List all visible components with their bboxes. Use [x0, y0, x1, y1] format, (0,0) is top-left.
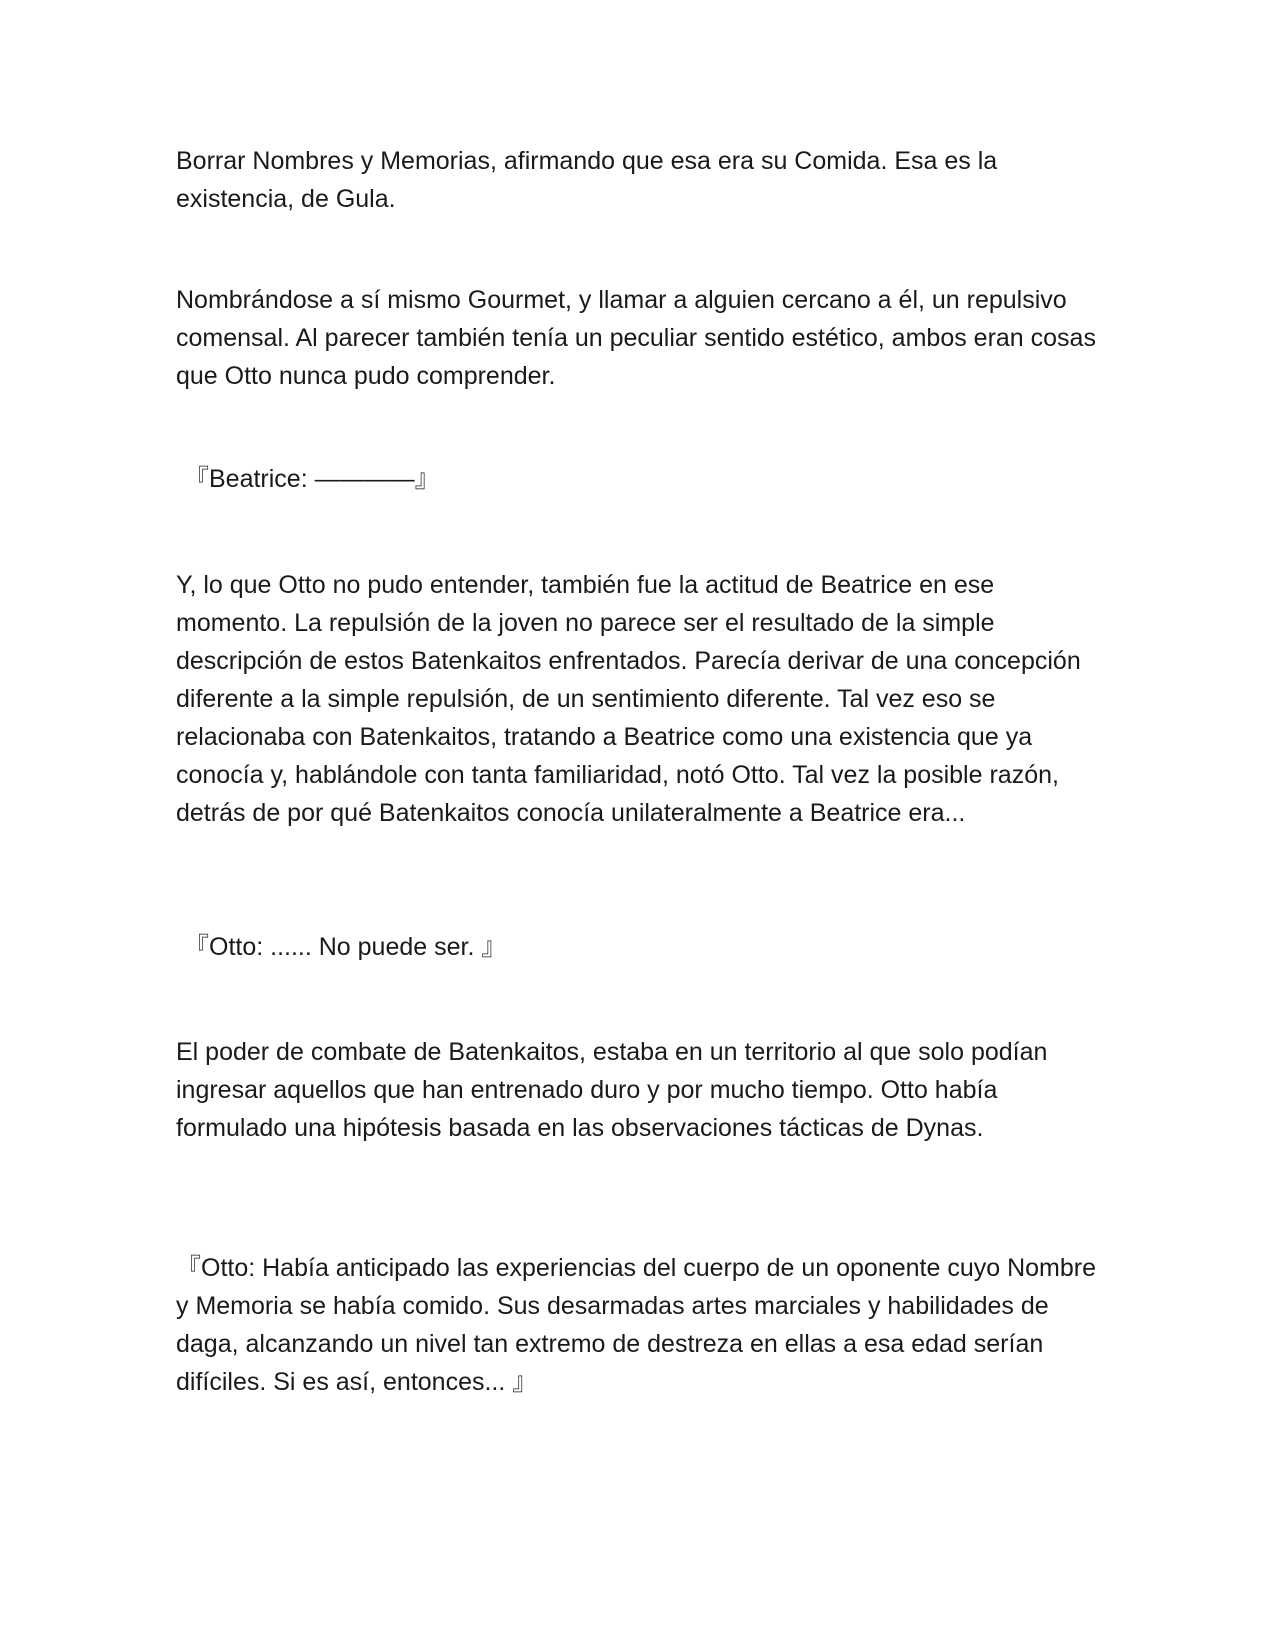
dialogue-beatrice: 『Beatrice: ————』	[184, 465, 440, 493]
dialogue-otto-hypothesis: 『Otto: Había anticipado las experiencias del cuerpo de un oponente cuyo Nombre y Memoria se había comido. Sus desarmadas artes marciales y habilidades de daga, alcanzando un nivel tan extremo de destreza en ellas a esa edad serían difíciles. Si es así, entonces... 』	[176, 1254, 1097, 1396]
paragraph-gourmet: Nombrándose a sí mismo Gourmet, y llamar a alguien cercano a él, un repulsivo comensal. Al parecer también tenía un peculiar sentido estético, ambos eran cosas que Otto nunca pudo comprender.	[176, 286, 1096, 390]
paragraph-gula: Borrar Nombres y Memorias, afirmando que esa era su Comida. Esa es la existencia, de Gula.	[176, 147, 998, 213]
dialogue-otto-no-puede-ser: 『Otto: ...... No puede ser. 』	[184, 933, 507, 961]
paragraph-beatrice-attitude: Y, lo que Otto no pudo entender, también fue la actitud de Beatrice en ese momento. La repulsión de la joven no parece ser el resultado de la simple descripción de estos Batenkaitos enfrentados. Parecía derivar de una concepción diferente a la simple repulsión, de un sentimiento diferente. Tal vez eso se relacionaba con Batenkaitos, tratando a Beatrice como una existencia que ya conocía y, hablándole con tanta familiaridad, notó Otto. Tal vez la posible razón, detrás de por qué Batenkaitos conocía unilateralmente a Beatrice era...	[176, 571, 1081, 827]
paragraph-combat-power: El poder de combate de Batenkaitos, estaba en un territorio al que solo podían ingresar aquellos que han entrenado duro y por mucho tiempo. Otto había formulado una hipótesis basada en las observaciones tácticas de Dynas.	[176, 1038, 1048, 1142]
